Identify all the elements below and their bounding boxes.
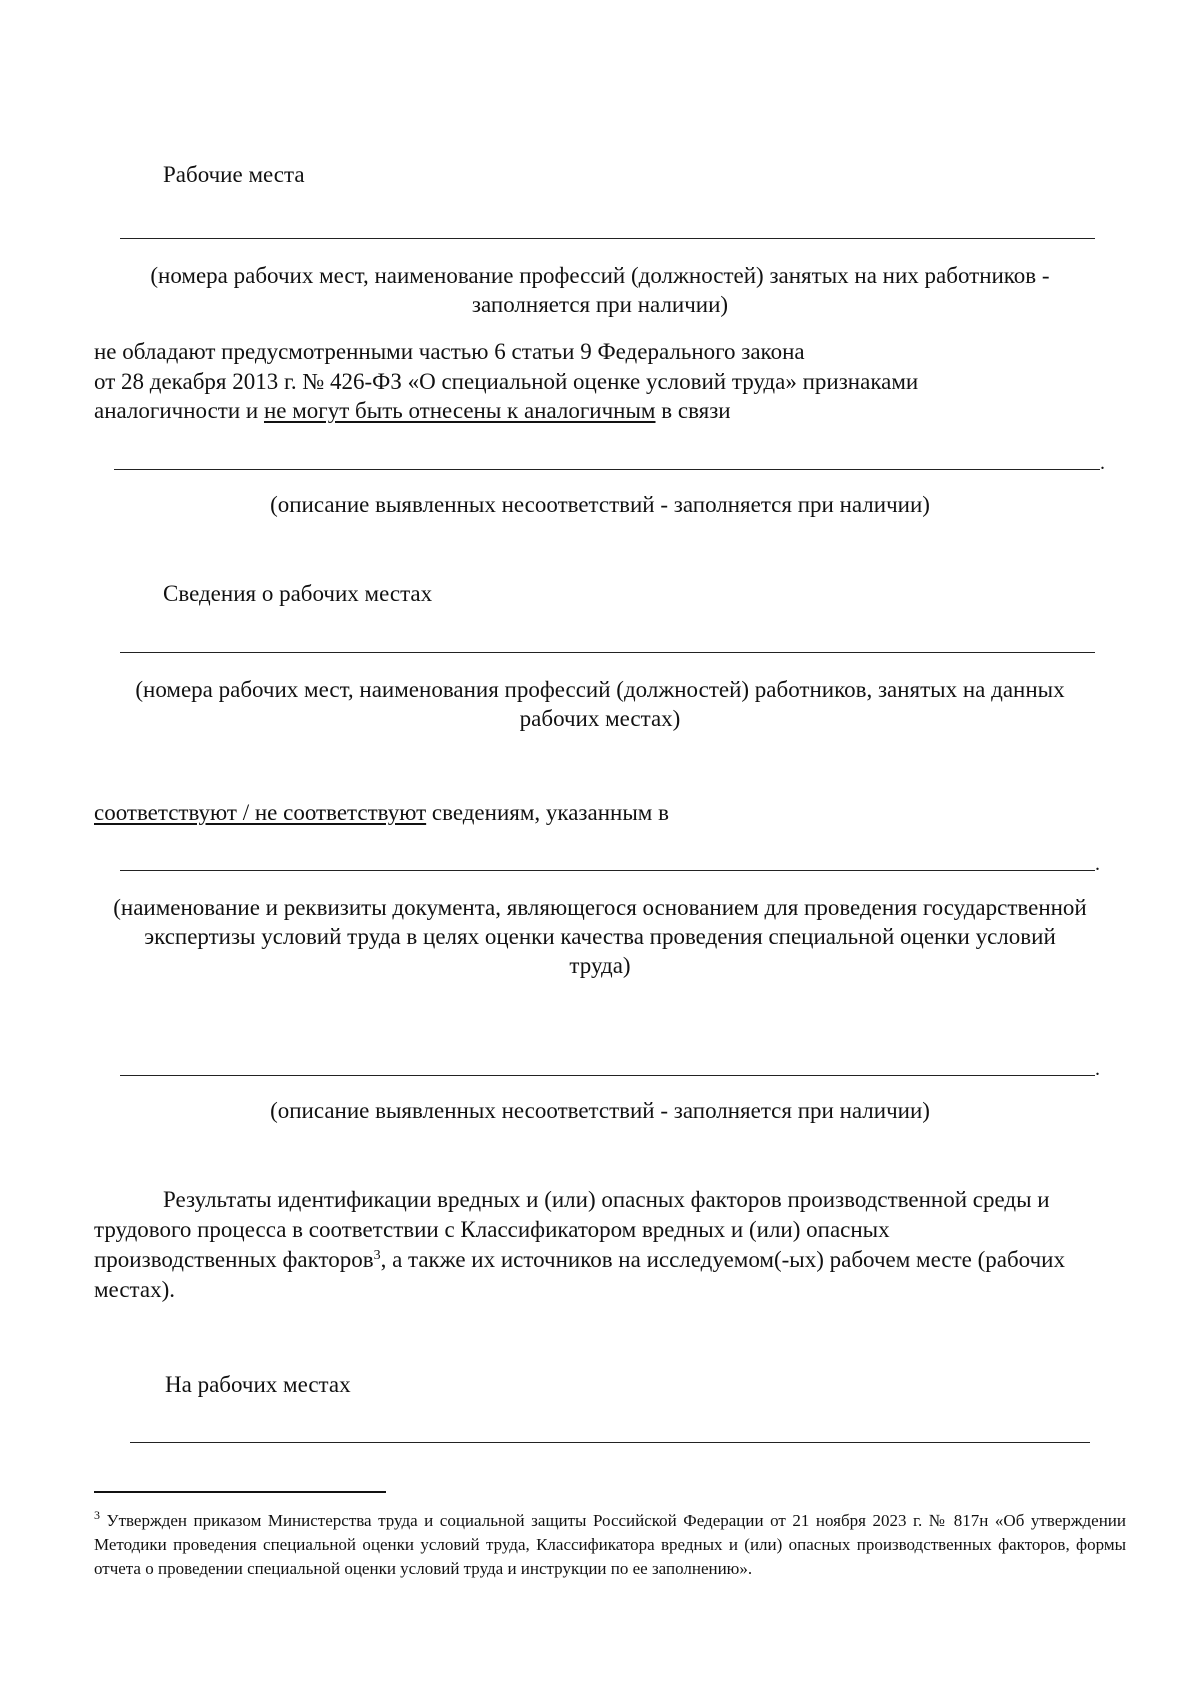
fill-line-document[interactable] xyxy=(120,870,1095,871)
caption-mismatch-2: (описание выявленных несоответствий - заполняется при наличии) xyxy=(270,1098,930,1123)
results-para-line-3 xyxy=(94,1247,1065,1273)
line-end-period: . xyxy=(1095,1058,1100,1080)
fill-line-workplaces-3[interactable] xyxy=(130,1442,1090,1443)
text-line-2: от 28 декабря 2013 г. № 426-ФЗ «О специальной оценке условий труда» признаками xyxy=(94,369,919,394)
underlined-choice: не могут быть отнесены к аналогичным xyxy=(263,398,656,423)
footnote-text: Утвержден приказом Министерства труда и социальной защиты Российской Федерации от 21 ноября 2023 г. № 817н «Об утверждении Методики проведения специальной оценки условий труда, Классификатора вредных и (или) опасных производственных факторов, формы отчета о проведении специальной оценки условий труда и инструкции по ее заполнению». xyxy=(94,1511,1127,1578)
text-line-1: не обладают предусмотренными частью 6 статьи 9 Федерального закона xyxy=(94,339,805,364)
underlined-choice: соответствуют / не соответствуют xyxy=(94,800,427,825)
line-end-period: . xyxy=(1095,853,1100,875)
caption-workplaces-info-2: рабочих местах) xyxy=(519,706,681,731)
caption-workplaces-info-1: (номера рабочих мест, наименования профессий (должностей) работников, занятых на данных xyxy=(135,677,1065,702)
caption-document-3: труда) xyxy=(569,953,631,978)
fill-line-workplaces-info[interactable] xyxy=(120,652,1095,653)
results-para-line-2: трудового процесса в соответствии с Классификатором вредных и (или) опасных xyxy=(94,1217,890,1242)
results-para-line-1: Результаты идентификации вредных и (или) опасных факторов производственной среды и xyxy=(163,1187,1050,1212)
caption-mismatch-1: (описание выявленных несоответствий - заполняется при наличии) xyxy=(270,492,930,517)
fill-line-mismatch-2[interactable] xyxy=(120,1075,1095,1076)
section1-label: Рабочие места xyxy=(163,162,305,187)
section2-label: Сведения о рабочих местах xyxy=(163,581,433,606)
caption-workplaces-2: заполняется при наличии) xyxy=(471,292,729,317)
text-plain: производственных факторов xyxy=(94,1247,374,1272)
caption-document-1: (наименование и реквизиты документа, являющегося основанием для проведения государственной xyxy=(113,895,1087,920)
line-end-period: . xyxy=(1100,452,1105,474)
footnote-separator xyxy=(94,1491,386,1493)
footnote xyxy=(94,1509,1126,1581)
footnote-reference[interactable]: 3 xyxy=(373,1248,381,1263)
footnote-number: 3 xyxy=(94,1508,100,1522)
results-para-line-4: местах). xyxy=(94,1277,175,1302)
section3-label: На рабочих местах xyxy=(165,1372,351,1397)
text-plain: сведениям, указанным в xyxy=(426,800,669,825)
fill-line-mismatch-1[interactable] xyxy=(114,469,1100,470)
text-line-3 xyxy=(94,398,731,424)
text-plain: , а также их источников на исследуемом(-ых) рабочем месте (рабочих xyxy=(380,1247,1065,1272)
text-correspond xyxy=(94,800,669,826)
text-plain: в связи xyxy=(655,398,731,423)
caption-workplaces-1: (номера рабочих мест, наименование профессий (должностей) занятых на них работников - xyxy=(150,263,1050,288)
caption-document-2: экспертизы условий труда в целях оценки качества проведения специальной оценки условий xyxy=(144,924,1056,949)
text-plain: аналогичности и xyxy=(94,398,264,423)
fill-line-workplaces[interactable] xyxy=(120,238,1095,239)
